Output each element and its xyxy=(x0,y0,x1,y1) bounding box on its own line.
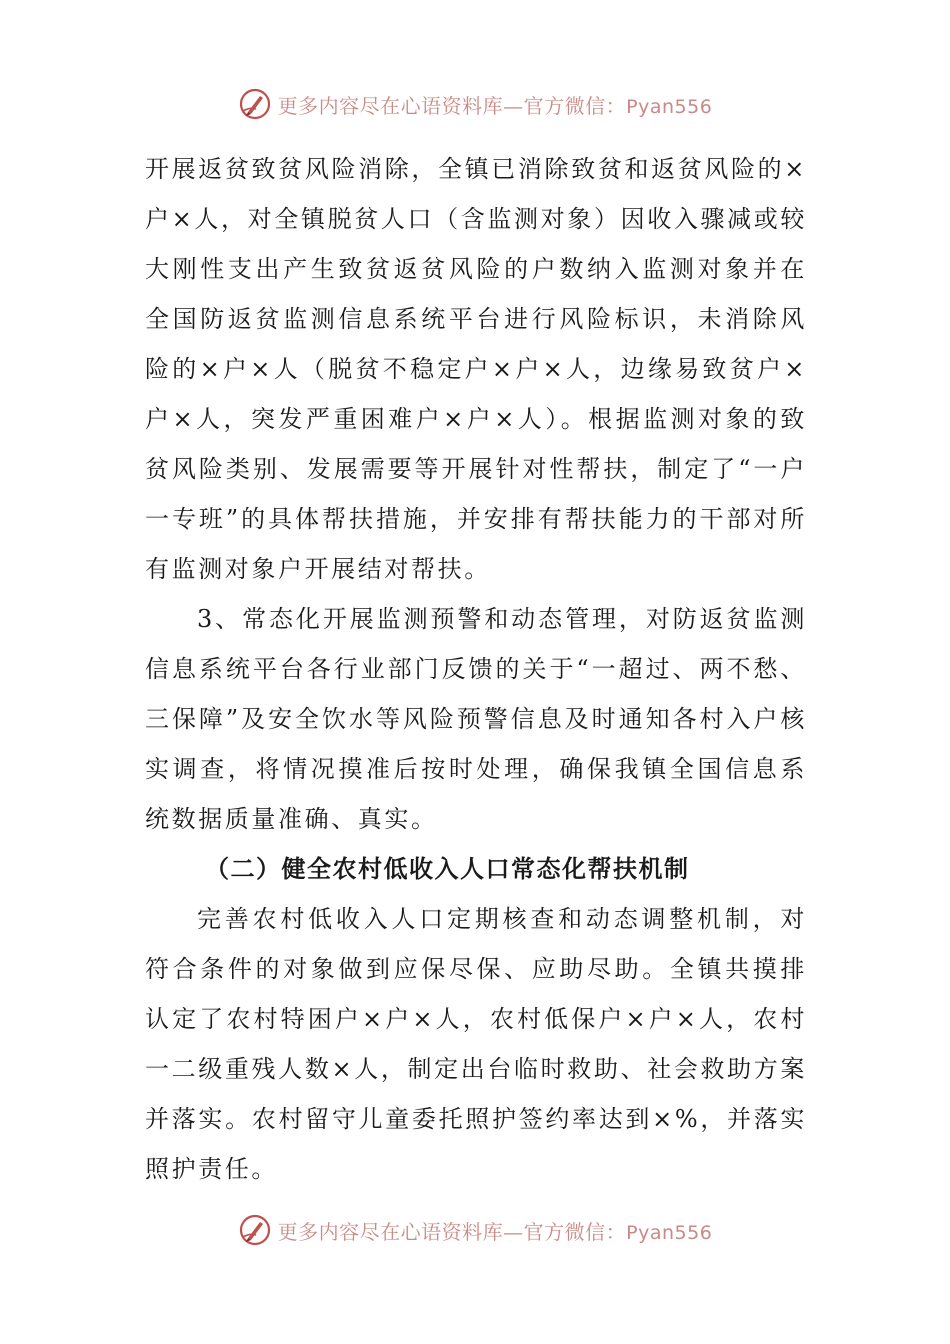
watermark-footer xyxy=(0,1208,950,1252)
pen-logo-icon xyxy=(238,87,272,121)
watermark-text: 更多内容尽在心语资料库—官方微信：Pyan556 xyxy=(277,93,713,118)
pen-logo-icon xyxy=(238,1213,272,1247)
paragraph-low-income-mechanism: 完善农村低收入人口定期核查和动态调整机制，对符合条件的对象做到应保尽保、应助尽助。全镇共摸排认定了农村特困户×户×人，农村低保户×户×人，农村一二级重残人数×人，制定出台临时救助、社会救助方案并落实。农村留守儿童委托照护签约率达到×%，并落实照护责任。 xyxy=(145,905,807,1183)
paragraph-monitoring-warning: 3、常态化开展监测预警和动态管理，对防返贫监测信息系统平台各行业部门反馈的关于“一超过、两不愁、三保障”及安全饮水等风险预警信息及时通知各村入户核实调查，将情况摸准后按时处理，确保我镇全国信息系统数据质量准确、真实。 xyxy=(145,605,807,833)
watermark-header xyxy=(0,82,950,126)
section-heading: （二）健全农村低收入人口常态化帮扶机制 xyxy=(205,854,690,883)
paragraph-risk-elimination: 开展返贫致贫风险消除，全镇已消除致贫和返贫风险的×户×人，对全镇脱贫人口（含监测对象）因收入骤减或较大刚性支出产生致贫返贫风险的户数纳入监测对象并在全国防返贫监测信息系统平台进行风险标识，未消除风险的×户×人（脱贫不稳定户×户×人，边缘易致贫户×户×人，突发严重困难户×户×人）。根据监测对象的致贫风险类别、发展需要等开展针对性帮扶，制定了“一户一专班”的具体帮扶措施，并安排有帮扶能力的干部对所有监测对象户开展结对帮扶。 xyxy=(145,155,807,583)
watermark-text: 更多内容尽在心语资料库—官方微信：Pyan556 xyxy=(277,1219,713,1244)
document-body xyxy=(145,144,807,1194)
